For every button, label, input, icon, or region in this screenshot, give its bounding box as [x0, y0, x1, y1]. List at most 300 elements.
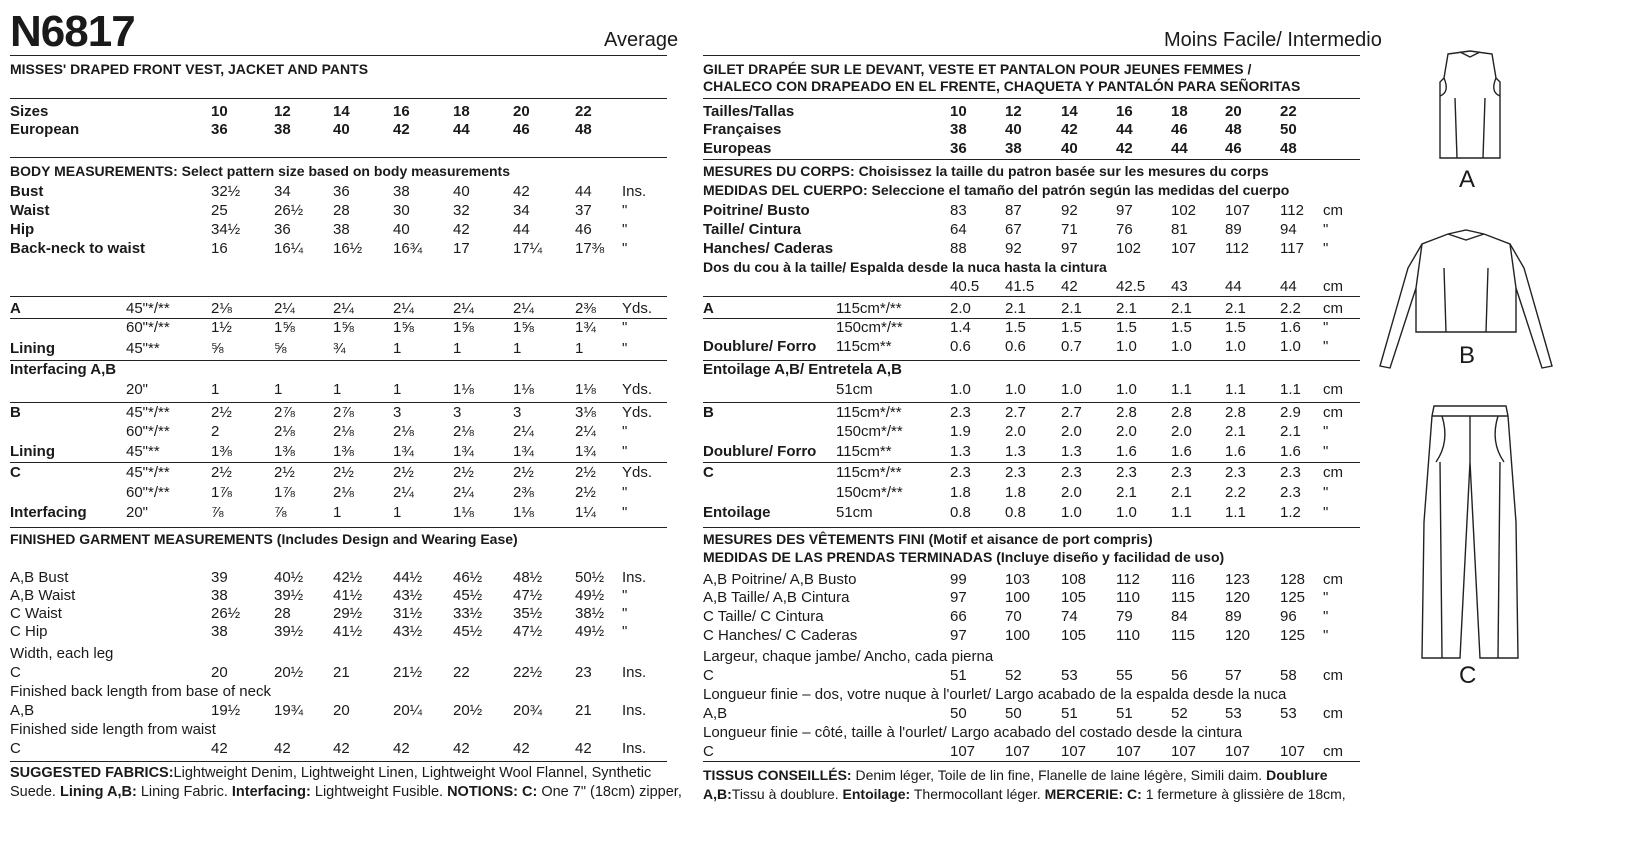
yardage-value: 2.1: [1061, 300, 1082, 317]
fabric-width: 45"**: [126, 443, 160, 460]
fabric-width: 45"**: [126, 340, 160, 357]
body-value: 37: [575, 202, 592, 219]
yardage-value: 1.0: [1061, 504, 1082, 521]
body-value: 94: [1280, 221, 1297, 238]
yardage-value: 1.4: [950, 319, 971, 336]
yardage-value: 1⅛: [513, 504, 534, 521]
europeas-size: 38: [1005, 140, 1022, 157]
unit: ": [622, 202, 628, 219]
yardage-value: 2⅞: [333, 404, 354, 421]
view-label-a: A: [1459, 166, 1476, 193]
finished-value: 110: [1116, 627, 1140, 644]
fr-body-heading-1: MESURES DU CORPS: Choisissez la taille du patron basée sur les mesures du corps: [703, 163, 1269, 179]
yardage-label: B: [703, 404, 714, 421]
leg-value: 52: [1005, 667, 1022, 684]
finished-value: 66: [950, 608, 967, 625]
side-value: 42: [333, 740, 350, 757]
side-value: 42: [575, 740, 592, 757]
yardage-value: 2.3: [1280, 484, 1301, 501]
yardage-value: 1.6: [1280, 443, 1301, 460]
body-value: 46: [575, 221, 592, 238]
europeas-size: 40: [1061, 140, 1078, 157]
finished-value: 123: [1225, 571, 1251, 588]
fr-finished-heading-2: MEDIDAS DE LAS PRENDAS TERMINADAS (Incluye diseño y facilidad de uso): [703, 549, 1225, 565]
yardage-value: 1⅞: [211, 484, 232, 501]
fabric-width: 51cm: [836, 381, 873, 398]
body-value: 83: [950, 202, 967, 219]
rule-en-sub: [10, 98, 667, 99]
finished-value: 89: [1225, 608, 1242, 625]
body-value: 117: [1280, 240, 1304, 257]
body-value: 16: [211, 240, 228, 257]
finished-value: 47½: [513, 623, 543, 640]
yardage-value: 2.7: [1061, 404, 1082, 421]
yardage-value: 2.3: [1171, 464, 1192, 481]
yardage-value: 1.3: [950, 443, 971, 460]
body-value: 42: [453, 221, 470, 238]
yardage-value: 2½: [513, 464, 534, 481]
side-value: 107: [1280, 743, 1306, 760]
unit: Yds.: [622, 381, 653, 398]
finished-value: 33½: [453, 605, 483, 622]
fabric-width: 150cm*/**: [836, 319, 903, 336]
european-size: 44: [453, 121, 470, 138]
back-neck-value: 44: [1280, 278, 1297, 295]
body-value: 107: [1225, 202, 1251, 219]
back-length-value: 53: [1225, 705, 1242, 722]
interfacing-head: Interfacing:: [231, 784, 311, 800]
yardage-value: 1.1: [1171, 381, 1192, 398]
body-value: 107: [1171, 240, 1197, 257]
lining-text: Lining Fabric.: [140, 784, 228, 800]
unit: ": [1323, 608, 1329, 625]
notions-head: NOTIONS: C:: [447, 784, 538, 800]
yardage-value: 1: [333, 381, 342, 398]
fr-subtitle-1: GILET DRAPÉE SUR LE DEVANT, VESTE ET PANTALON POUR JEUNES FEMMES /: [703, 61, 1252, 77]
yardage-value: 1.6: [1280, 319, 1301, 336]
rule-en-b: [10, 462, 667, 463]
unit: cm: [1323, 202, 1343, 219]
yardage-value: 2.1: [1171, 300, 1192, 317]
yardage-value: 2.1: [1171, 484, 1192, 501]
finished-value: 79: [1116, 608, 1133, 625]
yardage-value: 1.5: [1225, 319, 1246, 336]
finished-value: 97: [950, 627, 967, 644]
side-value: 107: [1061, 743, 1087, 760]
leg-value: 21½: [393, 664, 423, 681]
body-value: 67: [1005, 221, 1022, 238]
finished-value: 41½: [333, 587, 363, 604]
back-length-value: 52: [1171, 705, 1188, 722]
unit: Ins.: [622, 183, 647, 200]
row-label: A,B: [10, 702, 35, 719]
finished-value: 84: [1171, 608, 1188, 625]
yardage-value: 2¼: [274, 300, 295, 317]
finished-value: 42½: [333, 569, 363, 586]
yardage-value: 2½: [393, 464, 414, 481]
yardage-value: 1¾: [575, 319, 596, 336]
finished-value: 40½: [274, 569, 304, 586]
body-value: 42: [513, 183, 530, 200]
body-value: 64: [950, 221, 967, 238]
view-label-c: C: [1459, 662, 1477, 689]
yardage-value: ⅞: [274, 504, 287, 521]
unit: ": [622, 221, 628, 238]
yardage-value: 2¼: [453, 300, 474, 317]
yardage-value: 2⅛: [274, 423, 295, 440]
body-value: 81: [1171, 221, 1188, 238]
yardage-value: 1.2: [1280, 504, 1301, 521]
yardage-value: ⅞: [211, 504, 224, 521]
europeas-size: 48: [1280, 140, 1297, 157]
yardage-value: 1⅜: [211, 443, 232, 460]
view-label-b: B: [1459, 342, 1476, 369]
unit: ": [1323, 221, 1329, 238]
fabric-width: 60"*/**: [126, 423, 170, 440]
body-value: 71: [1061, 221, 1078, 238]
body-value: 32½: [211, 183, 241, 200]
finished-value: 46½: [453, 569, 483, 586]
fr-finished-heading-1: MESURES DES VÊTEMENTS FINI (Motif et aisance de port compris): [703, 531, 1153, 547]
body-value: 30: [393, 202, 410, 219]
fr-subtitle-2: CHALECO CON DRAPEADO EN EL FRENTE, CHAQUETA Y PANTALÓN PARA SEÑORITAS: [703, 78, 1301, 94]
yardage-label: B: [10, 404, 21, 421]
sizes-label: Sizes: [10, 103, 49, 120]
finished-value: 100: [1005, 589, 1031, 606]
row-label: C: [703, 743, 714, 760]
finished-value: 70: [1005, 608, 1022, 625]
leg-value: 58: [1280, 667, 1297, 684]
yardage-value: 1.6: [1225, 443, 1246, 460]
unit: ": [622, 504, 628, 521]
yardage-value: 2.0: [1061, 423, 1082, 440]
finished-value: 31½: [393, 605, 423, 622]
size-header: 18: [1171, 103, 1188, 120]
finished-label: C Taille/ C Cintura: [703, 608, 824, 625]
doublure-text: Tissu à doublure.: [731, 786, 839, 802]
leg-label: Largeur, chaque jambe/ Ancho, cada pierna: [703, 648, 994, 665]
yardage-value: 2¼: [393, 484, 414, 501]
unit: Ins.: [622, 702, 647, 719]
fabric-width: 45"*/**: [126, 300, 170, 317]
rule-fr-b: [703, 462, 1360, 463]
finished-value: 35½: [513, 605, 543, 622]
body-value: 16¼: [274, 240, 304, 257]
suggested-fabrics-line2: [10, 785, 682, 800]
yardage-value: 2.0: [1005, 423, 1026, 440]
yardage-value: 1.3: [1061, 443, 1082, 460]
body-label: Hip: [10, 221, 35, 238]
pants-sketch-c: [1420, 402, 1520, 662]
francaises-size: 38: [950, 121, 967, 138]
leg-value: 22½: [513, 664, 543, 681]
finished-value: 128: [1280, 571, 1306, 588]
body-value: 102: [1116, 240, 1142, 257]
back-value: 19½: [211, 702, 241, 719]
francaises-size: 48: [1225, 121, 1242, 138]
back-label: Finished back length from base of neck: [10, 683, 271, 700]
yardage-label: C: [10, 464, 21, 481]
body-value: 92: [1061, 202, 1078, 219]
side-value: 107: [1005, 743, 1031, 760]
yardage-value: 1: [333, 504, 342, 521]
back-value: 20: [333, 702, 350, 719]
rule-fr-lining: [703, 360, 1360, 361]
body-value: 89: [1225, 221, 1242, 238]
yardage-value: 1.8: [950, 484, 971, 501]
yardage-value: 2.1: [1005, 300, 1026, 317]
finished-value: 38: [211, 623, 228, 640]
unit: ": [1323, 423, 1329, 440]
unit: ": [622, 443, 628, 460]
yardage-value: 2⅛: [333, 484, 354, 501]
yardage-value: 2.0: [1061, 484, 1082, 501]
yardage-label: A: [10, 300, 21, 317]
yardage-value: 1⅜: [274, 443, 295, 460]
fabric-width: 60"*/**: [126, 319, 170, 336]
body-value: 36: [333, 183, 350, 200]
rule-en-lining: [10, 360, 667, 361]
european-size: 48: [575, 121, 592, 138]
finished-value: 45½: [453, 587, 483, 604]
yardage-value: 2.1: [1225, 300, 1246, 317]
yardage-value: 2¼: [513, 300, 534, 317]
body-value: 32: [453, 202, 470, 219]
fabric-width: 20": [126, 504, 149, 521]
yardage-value: 2⅛: [211, 300, 232, 317]
yardage-value: 1⅛: [575, 381, 596, 398]
europeas-size: 42: [1116, 140, 1133, 157]
rule-en-a: [10, 318, 667, 319]
yardage-value: 2.1: [1116, 300, 1137, 317]
size-header: 22: [1280, 103, 1297, 120]
fabric-width: 150cm*/**: [836, 484, 903, 501]
finished-value: 105: [1061, 627, 1087, 644]
leg-value: 20½: [274, 664, 304, 681]
size-header: 14: [1061, 103, 1078, 120]
unit: Yds.: [622, 404, 653, 421]
yardage-value: 1: [393, 504, 402, 521]
difficulty-english: Average: [604, 29, 679, 51]
finished-value: 41½: [333, 623, 363, 640]
unit: Ins.: [622, 664, 647, 681]
yardage-value: 2½: [211, 404, 232, 421]
entoilage-head: Entoilage:: [842, 786, 911, 802]
body-value: 36: [274, 221, 291, 238]
finished-value: 120: [1225, 589, 1251, 606]
pattern-number: N6817: [10, 7, 135, 56]
leg-value: 23: [575, 664, 592, 681]
yardage-value: 1.1: [1171, 504, 1192, 521]
body-value: 112: [1225, 240, 1249, 257]
yardage-value: 1⅜: [333, 443, 354, 460]
yardage-label: Doublure/ Forro: [703, 338, 817, 355]
side-value: 42: [453, 740, 470, 757]
finished-value: 120: [1225, 627, 1251, 644]
yardage-value: 2.3: [1225, 464, 1246, 481]
leg-value: 51: [950, 667, 967, 684]
body-label: Back-neck to waist: [10, 240, 146, 257]
fabric-width: 115cm*/**: [836, 404, 902, 421]
size-header: 16: [393, 103, 410, 120]
europeas-size: 46: [1225, 140, 1242, 157]
body-value: 40: [393, 221, 410, 238]
side-value: 42: [393, 740, 410, 757]
notions-text: One 7" (18cm) zipper,: [541, 784, 682, 800]
en-finished-heading: FINISHED GARMENT MEASUREMENTS (Includes Design and Wearing Ease): [10, 531, 518, 547]
body-label: Poitrine/ Busto: [703, 202, 810, 219]
finished-value: 125: [1280, 589, 1306, 606]
yardage-value: 1: [274, 381, 283, 398]
yardage-value: 1.1: [1225, 381, 1246, 398]
fr-sizes-label: Tailles/Tallas: [703, 103, 795, 120]
suggested-fabrics-line1: [10, 766, 651, 781]
tissus-line1: [703, 768, 1328, 782]
mercerie-head: MERCERIE: C:: [1044, 786, 1142, 802]
back-neck-value: 44: [1225, 278, 1242, 295]
yardage-value: 2.8: [1116, 404, 1137, 421]
yardage-value: 3: [393, 404, 402, 421]
side-label: Finished side length from waist: [10, 721, 216, 738]
yardage-value: 1.6: [1171, 443, 1192, 460]
back-value: 20¼: [393, 702, 423, 719]
body-value: 34: [513, 202, 530, 219]
unit: ": [1323, 319, 1329, 336]
yardage-value: 0.8: [950, 504, 971, 521]
unit: cm: [1323, 278, 1343, 295]
side-value: 42: [513, 740, 530, 757]
yardage-value: 2.1: [1225, 423, 1246, 440]
fabric-width: 45"*/**: [126, 464, 170, 481]
side-value: 107: [1171, 743, 1197, 760]
size-header: 18: [453, 103, 470, 120]
fabric-width: 115cm**: [836, 338, 892, 355]
yardage-value: 2.8: [1225, 404, 1246, 421]
finished-value: 29½: [333, 605, 363, 622]
yardage-label: C: [703, 464, 714, 481]
fabric-width: 51cm: [836, 504, 873, 521]
back-length-value: 53: [1280, 705, 1297, 722]
unit: cm: [1323, 381, 1343, 398]
unit: ": [1323, 627, 1329, 644]
rule-en-intf: [10, 402, 667, 403]
rule-fr-c: [703, 527, 1360, 528]
yardage-value: 0.7: [1061, 338, 1082, 355]
back-length-value: 51: [1061, 705, 1078, 722]
fabrics-text2: Suede.: [10, 784, 56, 800]
body-value: 88: [950, 240, 967, 257]
side-value: 42: [211, 740, 228, 757]
yardage-value: 2⅛: [393, 423, 414, 440]
back-value: 19¾: [274, 702, 304, 719]
yardage-label: Doublure/ Forro: [703, 443, 817, 460]
finished-label: C Hip: [10, 623, 48, 640]
yardage-value: 1½: [211, 319, 232, 336]
rule-fr-intf: [703, 402, 1360, 403]
yardage-value: 1.0: [1116, 381, 1137, 398]
yardage-value: 1⅛: [513, 381, 534, 398]
yardage-value: 1.0: [1225, 338, 1246, 355]
yardage-label: Entoilage: [703, 504, 771, 521]
finished-value: 38: [211, 587, 228, 604]
yardage-value: 1.5: [1116, 319, 1137, 336]
yardage-value: 2.9: [1280, 404, 1301, 421]
yardage-value: 1.6: [1116, 443, 1137, 460]
back-neck-value: 41.5: [1005, 278, 1035, 295]
fabric-width: 20": [126, 381, 149, 398]
yardage-value: 2.3: [1005, 464, 1026, 481]
side-value: 107: [1116, 743, 1142, 760]
mercerie-text: 1 fermeture à glissière de 18cm,: [1145, 786, 1346, 802]
europeas-size: 36: [950, 140, 967, 157]
unit: Yds.: [622, 300, 653, 317]
fabric-width: 115cm*/**: [836, 300, 902, 317]
yardage-value: 1⅝: [333, 319, 354, 336]
yardage-value: 1⅝: [274, 319, 295, 336]
leg-value: 57: [1225, 667, 1242, 684]
tissus-line2: [703, 787, 1346, 801]
yardage-value: 2⅜: [513, 484, 534, 501]
yardage-value: 1: [453, 340, 462, 357]
yardage-value: 2⅜: [575, 300, 596, 317]
body-value: 28: [333, 202, 350, 219]
finished-label: A,B Poitrine/ A,B Busto: [703, 571, 857, 588]
body-value: 17: [453, 240, 470, 257]
finished-value: 99: [950, 571, 967, 588]
yardage-label: Lining: [10, 340, 55, 357]
francaises-size: 44: [1116, 121, 1133, 138]
body-label: Taille/ Cintura: [703, 221, 802, 238]
yardage-value: 2½: [575, 464, 596, 481]
yardage-value: 2.0: [1171, 423, 1192, 440]
european-size: 46: [513, 121, 530, 138]
finished-label: A,B Bust: [10, 569, 69, 586]
rule-fr-sizes: [703, 159, 1360, 160]
leg-value: 20: [211, 664, 228, 681]
back-neck-value: 42.5: [1116, 278, 1146, 295]
row-label: C: [703, 667, 714, 684]
yardage-label: Lining: [10, 443, 55, 460]
yardage-value: 2½: [575, 484, 596, 501]
back-length-label: Longueur finie – dos, votre nuque à l'ourlet/ Largo acabado de la espalda desde la nuca: [703, 686, 1287, 703]
yardage-value: ⅝: [274, 340, 287, 357]
body-value: 97: [1116, 202, 1133, 219]
yardage-value: 2¼: [513, 423, 534, 440]
yardage-value: 2: [211, 423, 220, 440]
yardage-value: 1⅝: [513, 319, 534, 336]
yardage-value: 2.8: [1171, 404, 1192, 421]
finished-value: 47½: [513, 587, 543, 604]
rule-fr-a: [703, 318, 1360, 319]
yardage-value: 2⅞: [274, 404, 295, 421]
body-value: 76: [1116, 221, 1133, 238]
back-length-value: 50: [950, 705, 967, 722]
fabrics-text: Lightweight Denim, Lightweight Linen, Lightweight Wool Flannel, Synthetic: [173, 765, 652, 781]
back-value: 21: [575, 702, 592, 719]
row-label: C: [10, 740, 21, 757]
size-header: 10: [950, 103, 967, 120]
body-label: Waist: [10, 202, 50, 219]
rule-top-en: [10, 55, 667, 56]
tissus-text: Denim léger, Toile de lin fine, Flanelle de laine légère, Simili daim.: [855, 767, 1263, 783]
european-label: European: [10, 121, 80, 138]
finished-value: 105: [1061, 589, 1087, 606]
unit: ": [1323, 589, 1329, 606]
europeas-label: Europeas: [703, 140, 772, 157]
yardage-value: 1¾: [513, 443, 534, 460]
european-size: 40: [333, 121, 350, 138]
yardage-value: 1.3: [1005, 443, 1026, 460]
